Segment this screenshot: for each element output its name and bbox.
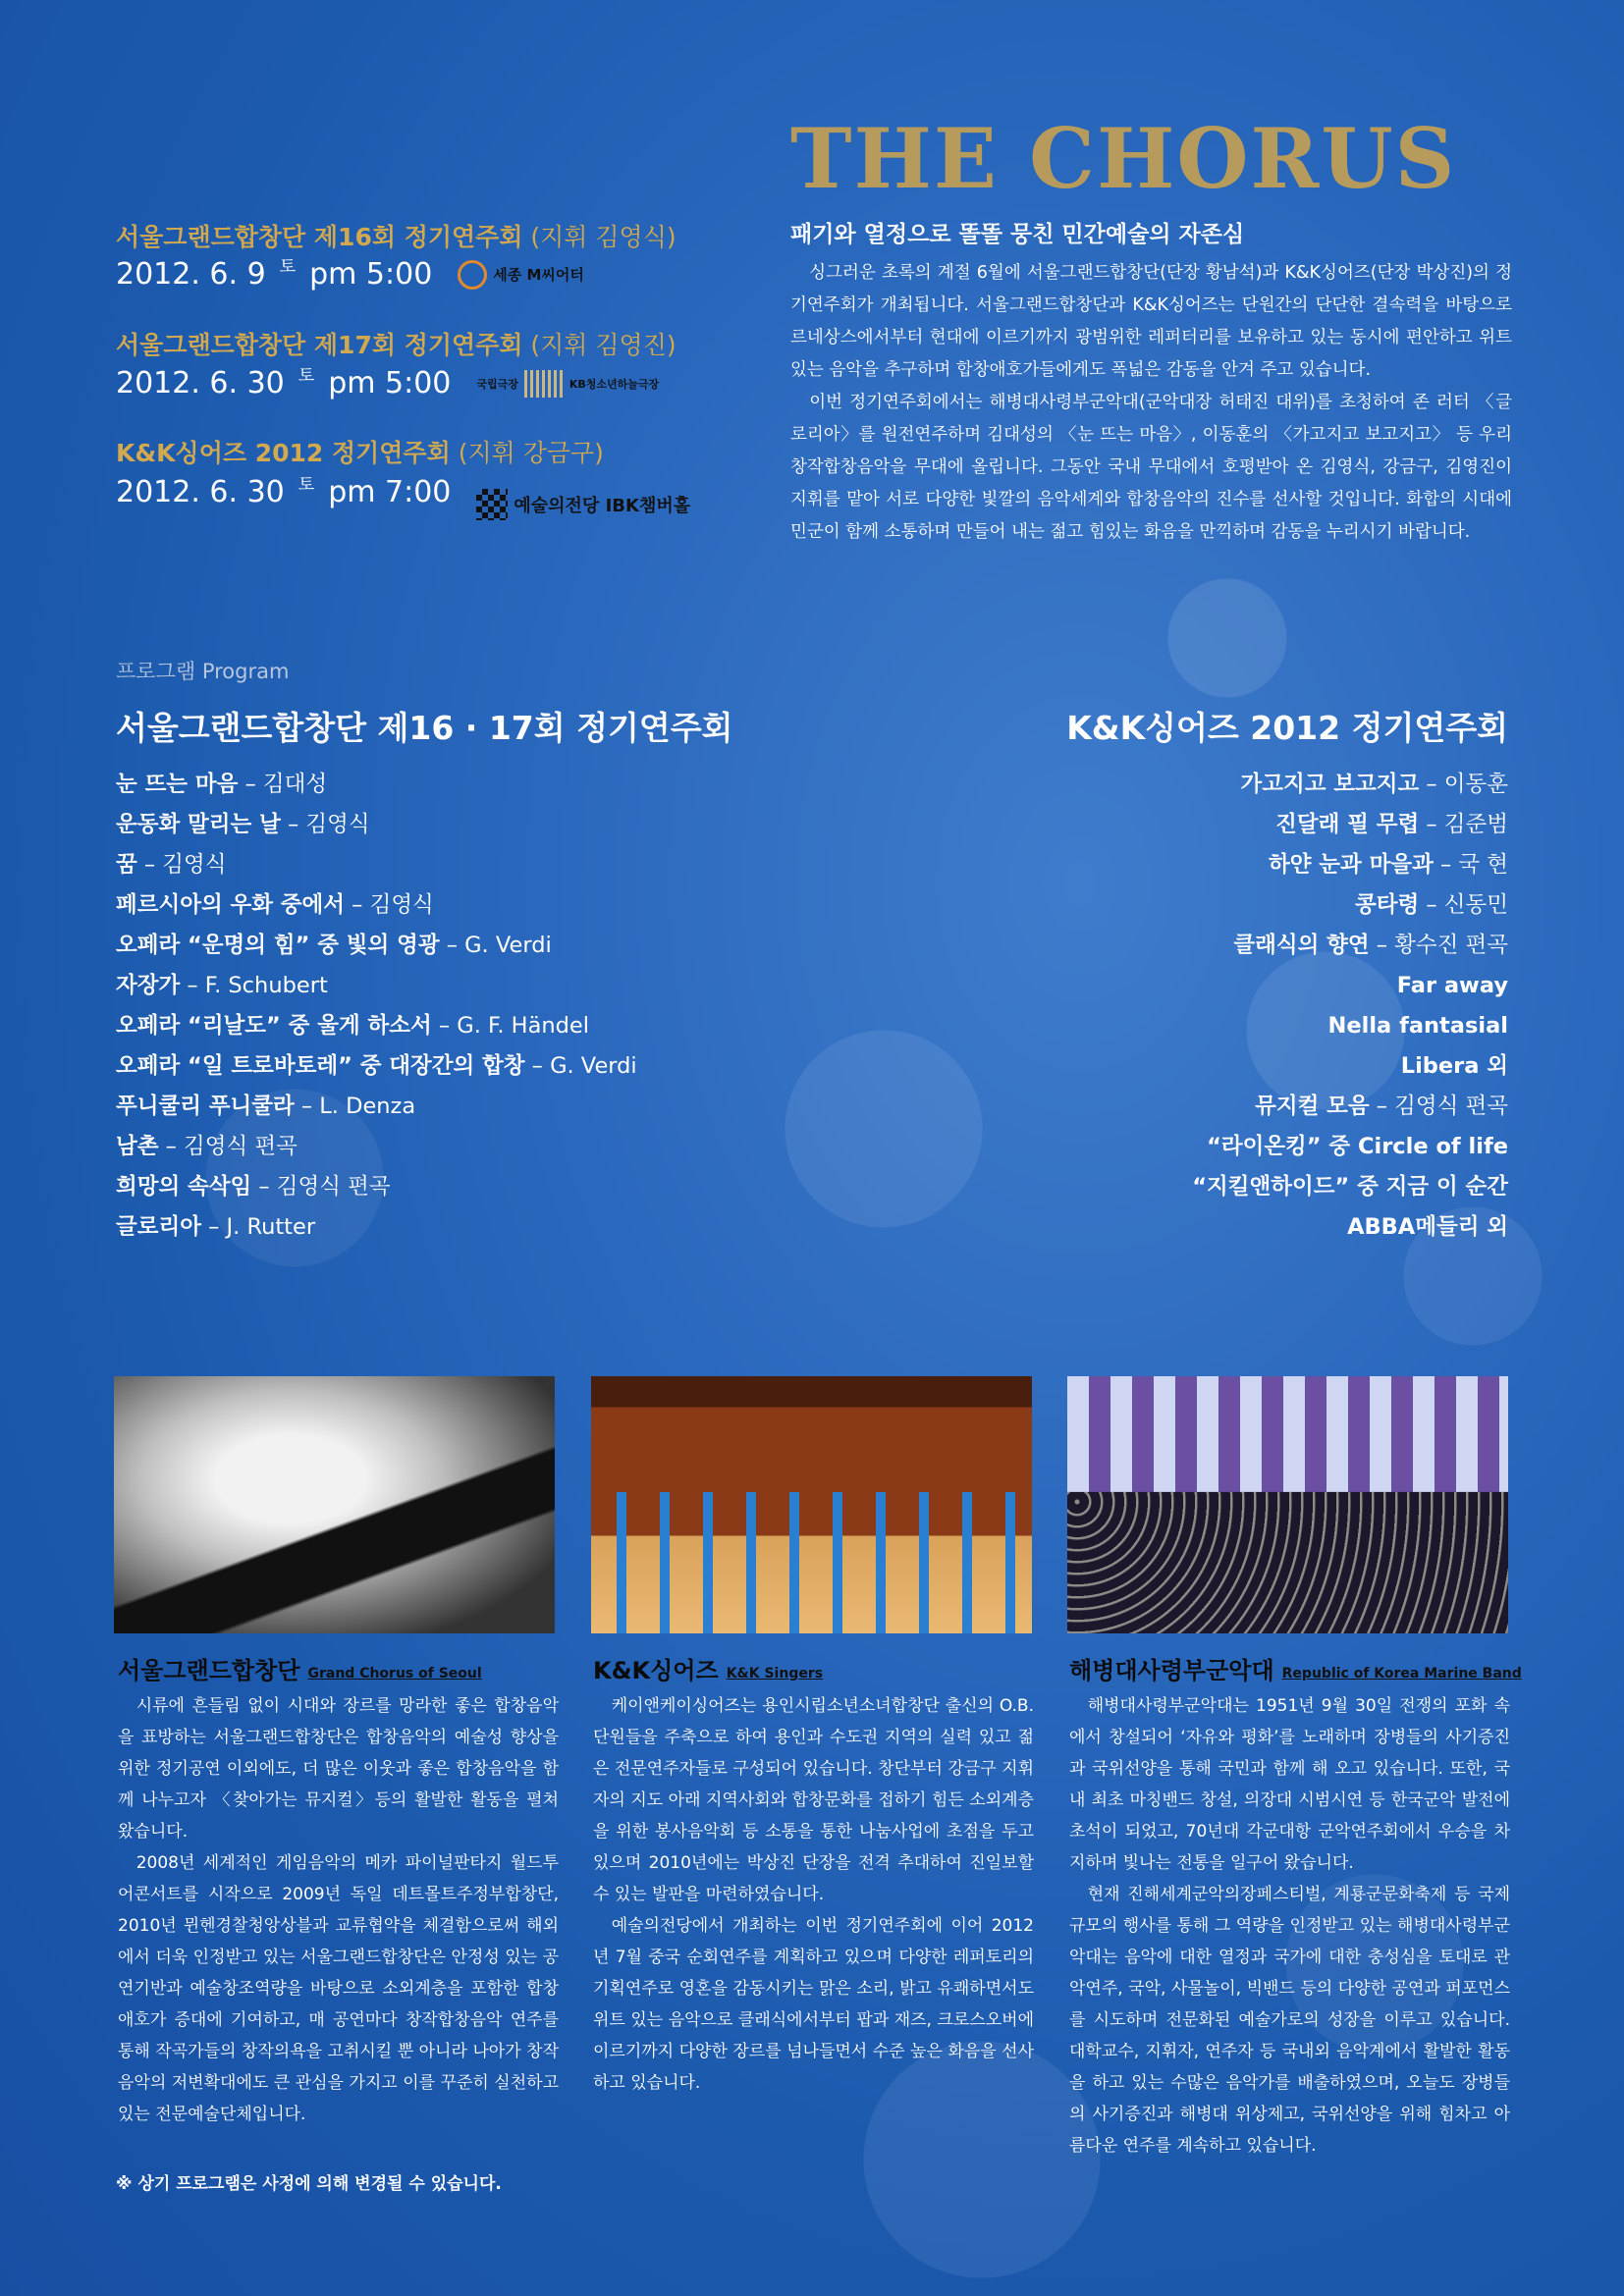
program-item — [1192, 1167, 1508, 1207]
sac-logo-icon — [476, 489, 508, 520]
concert-conductor: (지휘 김영진) — [530, 331, 677, 359]
program-item — [116, 765, 637, 805]
composer: – G. F. Händel — [431, 1013, 590, 1039]
weekday: 토 — [298, 366, 315, 386]
venue-name: 세종 M씨어터 — [493, 266, 584, 284]
work-title: 운동화 말리는 날 — [116, 812, 281, 837]
program-item — [1192, 1046, 1508, 1087]
concert-conductor: (지휘 김영식) — [530, 223, 677, 251]
work-title: 푸니쿨리 푸니쿨라 — [116, 1094, 295, 1119]
composer: – G. Verdi — [439, 933, 552, 958]
work-title: 글로리아 — [116, 1214, 201, 1240]
work-title: 뮤지컬 모음 — [1255, 1094, 1370, 1119]
composer: – 김영식 — [280, 812, 370, 837]
composer: – 국 현 — [1433, 852, 1508, 878]
program-item — [1192, 845, 1508, 885]
composer: – L. Denza — [294, 1094, 416, 1119]
weekday: 토 — [298, 475, 315, 495]
venue-logo — [476, 489, 690, 520]
venue-name: KB청소년하늘극장 — [568, 377, 660, 391]
work-title: 클래식의 향연 — [1233, 933, 1370, 958]
composer: – 김영식 — [136, 852, 227, 878]
program-list-right — [1192, 765, 1508, 1248]
composer: – 김영식 — [345, 892, 434, 918]
work-title: 페르시아의 우화 중에서 — [116, 892, 346, 918]
group-caption — [593, 1651, 823, 1685]
date: 2012. 6. 9 — [116, 257, 266, 292]
program-item — [116, 1207, 637, 1248]
page-title: THE CHORUS — [790, 110, 1457, 207]
time: pm 5:00 — [328, 366, 452, 400]
program-item — [1192, 885, 1508, 926]
footer-note: ※ 상기 프로그램은 사정에 의해 변경될 수 있습니다. — [116, 2174, 502, 2194]
venue-name: 예술의전당 IBK챔버홀 — [514, 495, 691, 516]
group-name-en: Republic of Korea Marine Band — [1281, 1666, 1522, 1682]
concert-title — [116, 218, 677, 253]
composer: – 김영식 편곡 — [1369, 1094, 1508, 1119]
concert-date — [116, 366, 659, 400]
work-title: “라이온킹” 중 Circle of life — [1207, 1134, 1508, 1159]
work-title: 진달래 필 무렵 — [1275, 812, 1420, 837]
paragraph: 케이앤케이싱어즈는 용인시립소년소녀합창단 출신의 O.B. 단원들을 주축으로 하여 용인과 수도권 지역의 실력 있고 젊은 전문연주자들로 구성되어 있습니다. 창단부터 강금구 지휘자의 지도 아래 지역사회와 합창문화를 접하기 힘든 소외계층을 위한 봉사음악회 등 소통을 통한 나눔사업에 초점을 두고 있으며 2010년에는 박상진 단장을 전격 추대하여 진일보할 수 있는 발판을 마련하였습니다. — [593, 1696, 1034, 1904]
concert-date — [116, 475, 691, 516]
program-item — [1192, 1207, 1508, 1248]
program-item — [1192, 765, 1508, 805]
paragraph: 시류에 흔들림 없이 시대와 장르를 망라한 좋은 합창음악을 표방하는 서울그랜드합창단은 합창음악의 예술성 향상을 위한 정기공연 이외에도, 더 많은 이웃과 좋은 합창음악을 함께 나누고자 〈찾아가는 뮤지컬〉등의 활발한 활동을 펼쳐 왔습니다. — [118, 1696, 559, 1842]
concert-date — [116, 257, 584, 292]
program-item — [116, 1046, 637, 1087]
date: 2012. 6. 30 — [116, 475, 285, 509]
intro-subtitle: 패기와 열정으로 똘똘 뭉친 민간예술의 자존심 — [790, 222, 1245, 247]
program-item — [116, 845, 637, 885]
program-item — [1192, 1127, 1508, 1167]
composer: – 김영식 편곡 — [158, 1134, 298, 1159]
venue-logo — [458, 260, 584, 290]
program-item — [116, 926, 637, 966]
group-description — [118, 1690, 559, 2130]
work-title: 꿈 — [116, 852, 137, 878]
program-list-left — [116, 765, 637, 1248]
group-caption — [1069, 1651, 1522, 1685]
program-label: 프로그램 Program — [116, 660, 290, 683]
paragraph: 현재 진해세계군악의장페스티벌, 계룡군문화축제 등 국제규모의 행사를 통해 그 역량을 인정받고 있는 해병대사령부군악대는 음악에 대한 열정과 국가에 대한 충성심을 토대로 관악연주, 국악, 사물놀이, 빅밴드 등의 다양한 공연과 퍼포먼스를 시도하며 전문화된 예술가로의 성장을 이루고 있습니다. 대학교수, 지휘자, 연주자 등 국내외 음악계에서 활발한 활동을 하고 있는 수많은 음악가를 배출하였으며, 오늘도 장병들의 사기증진과 해병대 위상제고, 국위선양을 위해 힘차고 아름다운 연주를 계속하고 있습니다. — [1069, 1885, 1510, 2156]
program-item — [1192, 1087, 1508, 1127]
intro-text — [790, 257, 1512, 549]
work-title: ABBA메들리 외 — [1347, 1214, 1508, 1240]
composer: – 김대성 — [238, 772, 328, 797]
composer: – 신동민 — [1419, 892, 1508, 918]
work-title: 콩타령 — [1355, 892, 1420, 918]
concert-title — [116, 434, 604, 469]
concert-name: 서울그랜드합창단 제16회 정기연주회 — [116, 223, 523, 251]
concert-title — [116, 326, 677, 361]
concert-name: 서울그랜드합창단 제17회 정기연주회 — [116, 331, 523, 359]
intro-paragraph: 싱그러운 초록의 계절 6월에 서울그랜드합창단(단장 황남석)과 K&K싱어즈(단장 박상진)의 정기연주회가 개최됩니다. 서울그랜드합창단과 K&K싱어즈는 단원간의 단단한 결속력을 바탕으로 르네상스에서부터 현대에 이르기까지 광범위한 레퍼터리를 보유하고 있는 동시에 편안하고 위트 있는 음악을 추구하며 합창애호가들에게도 폭넓은 감동을 안겨 주고 있습니다. — [790, 263, 1512, 380]
photo-marine-band — [1067, 1376, 1508, 1633]
group-name-ko: 서울그랜드합창단 — [118, 1657, 300, 1684]
work-title: 자장가 — [116, 973, 181, 998]
date: 2012. 6. 30 — [116, 366, 285, 400]
work-title: 남촌 — [116, 1134, 159, 1159]
group-description — [593, 1690, 1034, 2099]
program-item — [116, 966, 637, 1006]
work-title: 눈 뜨는 마음 — [116, 772, 239, 797]
paragraph: 해병대사령부군악대는 1951년 9월 30일 전쟁의 포화 속에서 창설되어 ‘자유와 평화’를 노래하며 장병들의 사기증진과 국위선양을 통해 국민과 함께 해 오고 있습니다. 또한, 국내 최초 마칭밴드 창설, 의장대 시범시연 등 한국군악 발전에 초석이 되었고, 70년대 각군대항 군악연주회에서 우승을 차지하며 빛나는 전통을 일구어 왔습니다. — [1069, 1696, 1510, 1873]
program-item — [1192, 805, 1508, 845]
paragraph: 2008년 세계적인 게임음악의 메카 파이널판타지 월드투어콘서트를 시작으로 2009년 독일 데트몰트주정부합창단, 2010년 뮌헨경찰청앙상블과 교류협약을 체결함으로써 해외에서 더욱 인정받고 있는 서울그랜드합창단은 안정성 있는 공연기반과 예술창조역량을 바탕으로 소외계층을 포함한 합창애호가 증대에 기여하고, 매 공연마다 창작합창음악 연주를 통해 작곡가들의 창작의욕을 고취시킬 뿐 아니라 나아가 창작음악의 저변확대에도 큰 관심을 가지고 이를 꾸준히 실천하고 있는 전문예술단체입니다. — [118, 1853, 559, 2124]
work-title: 하얀 눈과 마을과 — [1269, 852, 1434, 878]
program-item — [116, 885, 637, 926]
group-name-en: Grand Chorus of Seoul — [307, 1666, 482, 1682]
group-name-en: K&K Singers — [726, 1666, 824, 1682]
venue-logo — [476, 370, 659, 398]
program-item — [116, 1127, 637, 1167]
program-heading-right: K&K싱어즈 2012 정기연주회 — [1066, 709, 1508, 747]
concert-conductor: (지휘 강금구) — [458, 439, 604, 467]
time: pm 7:00 — [328, 475, 452, 509]
work-title: Far away — [1396, 973, 1508, 998]
composer: – J. Rutter — [200, 1214, 316, 1240]
composer: – 김준범 — [1419, 812, 1508, 837]
photo-kk-singers — [591, 1376, 1032, 1633]
work-title: 희망의 속삭임 — [116, 1174, 252, 1200]
program-item — [1192, 1006, 1508, 1046]
composer: – G. Verdi — [524, 1053, 637, 1079]
program-item — [116, 1087, 637, 1127]
program-heading-left: 서울그랜드합창단 제16 · 17회 정기연주회 — [116, 709, 733, 747]
sejong-logo-icon — [458, 260, 487, 290]
program-item — [1192, 926, 1508, 966]
group-description — [1069, 1690, 1510, 2162]
photo-grand-chorus — [114, 1376, 555, 1633]
work-title: 가고지고 보고지고 — [1240, 772, 1420, 797]
group-name-ko: K&K싱어즈 — [593, 1657, 719, 1684]
intro-paragraph: 이번 정기연주회에서는 해병대사령부군악대(군악대장 허태진 대위)를 초청하여 존 러터 〈글로리아〉를 원전연주하며 김대성의 〈눈 뜨는 마음〉, 이동훈의 〈가고지고 보고지고〉 등 우리 창작합창음악을 무대에 올립니다. 그동안 국내 무대에서 호평받아 온 김영식, 강금구, 김영진이 지휘를 맡아 서로 다양한 빛깔의 음악세계와 합창음악의 진수를 선사할 것입니다. 화합의 시대에 민군이 함께 소통하며 만들어 내는 젊고 힘있는 화음을 만끽하며 감동을 누리시기 바랍니다. — [790, 393, 1512, 542]
program-item — [1192, 966, 1508, 1006]
program-item — [116, 1006, 637, 1046]
group-name-ko: 해병대사령부군악대 — [1069, 1657, 1274, 1684]
work-title: 오페라 “일 트로바토레” 중 대장간의 합창 — [116, 1053, 525, 1079]
theater-logo-icon — [524, 370, 564, 398]
composer: – F. Schubert — [180, 973, 328, 998]
group-caption — [118, 1651, 482, 1685]
paragraph: 예술의전당에서 개최하는 이번 정기연주회에 이어 2012년 7월 중국 순회연주를 계획하고 있으며 다양한 레퍼토리의 기획연주로 영혼을 감동시키는 맑은 소리, 밝고 유쾌하면서도 위트 있는 음악으로 클래식에서부터 팝과 재즈, 크로스오버에 이르기까지 다양한 장르를 넘나들면서 수준 높은 화음을 선사하고 있습니다. — [593, 1916, 1034, 2093]
work-title: Libera 외 — [1400, 1053, 1508, 1079]
composer: – 김영식 편곡 — [251, 1174, 391, 1200]
weekday: 토 — [279, 257, 297, 277]
work-title: 오페라 “리날도” 중 울게 하소서 — [116, 1013, 432, 1039]
work-title: 오페라 “운명의 힘” 중 빛의 영광 — [116, 933, 440, 958]
venue-prefix: 국립극장 — [476, 377, 518, 391]
composer: – 황수진 편곡 — [1369, 933, 1508, 958]
time: pm 5:00 — [309, 257, 433, 292]
program-item — [116, 1167, 637, 1207]
program-item — [116, 805, 637, 845]
work-title: Nella fantasial — [1327, 1013, 1508, 1039]
work-title: “지킬앤하이드” 중 지금 이 순간 — [1192, 1174, 1508, 1200]
composer: – 이동훈 — [1419, 772, 1508, 797]
concert-name: K&K싱어즈 2012 정기연주회 — [116, 439, 451, 467]
